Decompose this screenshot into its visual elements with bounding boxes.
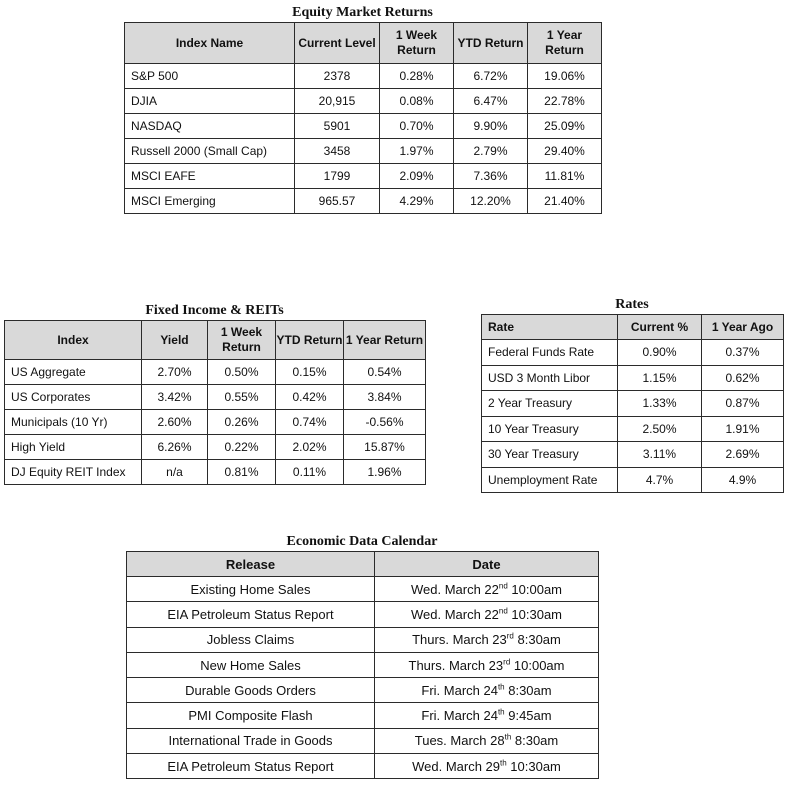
equity-col-1-year-return: 1 Year Return	[528, 23, 602, 64]
fixed-col-index: Index	[5, 321, 142, 360]
table-cell: 2.69%	[702, 442, 784, 468]
fixed-col-1-year-return: 1 Year Return	[344, 321, 426, 360]
date-text: Wed. March 22	[410, 581, 499, 597]
table-cell: 0.26%	[208, 410, 276, 435]
rates-col-rate: Rate	[482, 315, 618, 340]
table-cell: US Corporates	[5, 385, 142, 410]
table-cell: n/a	[142, 460, 208, 485]
table-cell: 12.20%	[454, 189, 528, 214]
fixed-income-section	[4, 302, 425, 485]
table-cell: 3458	[295, 139, 380, 164]
release-cell: Existing Home Sales	[127, 577, 375, 602]
table-cell: 2.02%	[276, 435, 344, 460]
table-cell: DJ Equity REIT Index	[5, 460, 142, 485]
date-time: 10:30am	[506, 758, 561, 774]
table-cell: 20,915	[295, 89, 380, 114]
table-row	[127, 652, 599, 677]
table-cell: 6.26%	[142, 435, 208, 460]
table-cell: -0.56%	[344, 410, 426, 435]
table-cell: 4.9%	[702, 467, 784, 493]
table-cell: 2.09%	[380, 164, 454, 189]
table-cell: 1.15%	[618, 365, 702, 391]
table-row	[125, 89, 602, 114]
table-cell: DJIA	[125, 89, 295, 114]
table-cell: 6.72%	[454, 64, 528, 89]
calendar-table-title: Economic Data Calendar	[286, 534, 438, 549]
calendar-table	[126, 551, 599, 779]
date-ordinal: rd	[506, 631, 514, 641]
equity-table	[124, 22, 602, 214]
date-ordinal: th	[504, 733, 512, 743]
table-cell: S&P 500	[125, 64, 295, 89]
date-ordinal: th	[500, 758, 507, 768]
date-text: Fri. March 24	[421, 708, 498, 724]
table-cell: 4.29%	[380, 189, 454, 214]
release-cell: New Home Sales	[127, 652, 375, 677]
equity-market-returns-section	[124, 4, 601, 214]
table-cell: 0.74%	[276, 410, 344, 435]
fixed-col-yield: Yield	[142, 321, 208, 360]
date-text: Wed. March 29	[412, 758, 501, 774]
date-cell	[375, 678, 599, 703]
table-cell: 2378	[295, 64, 380, 89]
table-cell: 30 Year Treasury	[482, 442, 618, 468]
economic-calendar-section	[126, 533, 598, 779]
date-cell	[375, 577, 599, 602]
table-cell: Russell 2000 (Small Cap)	[125, 139, 295, 164]
date-time: 8:30am	[504, 682, 552, 698]
equity-table-title: Equity Market Returns	[292, 5, 433, 20]
rates-col-1-year-ago: 1 Year Ago	[702, 315, 784, 340]
table-cell: Unemployment Rate	[482, 467, 618, 493]
table-cell: 3.84%	[344, 385, 426, 410]
table-cell: 2.79%	[454, 139, 528, 164]
table-cell: 5901	[295, 114, 380, 139]
table-cell: 1.91%	[702, 416, 784, 442]
table-cell: 29.40%	[528, 139, 602, 164]
table-cell: 3.11%	[618, 442, 702, 468]
table-cell: MSCI Emerging	[125, 189, 295, 214]
table-cell: 11.81%	[528, 164, 602, 189]
calendar-col-date: Date	[375, 552, 599, 577]
table-row	[482, 467, 784, 493]
date-time: 10:00am	[507, 581, 563, 597]
table-cell: 2 Year Treasury	[482, 391, 618, 417]
table-row	[482, 365, 784, 391]
date-time: 8:30am	[513, 632, 561, 648]
equity-col-1-week-return: 1 Week Return	[380, 23, 454, 64]
date-text: Tues. March 28	[414, 733, 505, 749]
date-ordinal: th	[497, 707, 505, 717]
table-row	[5, 435, 426, 460]
table-cell: 0.55%	[208, 385, 276, 410]
table-row	[127, 754, 599, 779]
date-text: Fri. March 24	[421, 682, 498, 698]
table-row	[5, 385, 426, 410]
date-ordinal: nd	[498, 606, 508, 616]
table-cell: 0.42%	[276, 385, 344, 410]
table-cell: USD 3 Month Libor	[482, 365, 618, 391]
calendar-header-row	[127, 552, 599, 577]
table-cell: 0.62%	[702, 365, 784, 391]
table-row	[482, 391, 784, 417]
date-text: Wed. March 22	[410, 606, 499, 622]
table-row	[482, 442, 784, 468]
table-cell: 1799	[295, 164, 380, 189]
table-cell: 0.50%	[208, 360, 276, 385]
table-cell: 10 Year Treasury	[482, 416, 618, 442]
date-ordinal: th	[497, 682, 505, 692]
table-row	[5, 410, 426, 435]
table-row	[127, 678, 599, 703]
date-time: 8:30am	[511, 733, 559, 749]
table-cell: 15.87%	[344, 435, 426, 460]
date-ordinal: rd	[503, 657, 511, 667]
fixed-income-header-row	[5, 321, 426, 360]
table-row	[482, 416, 784, 442]
table-row	[5, 360, 426, 385]
table-cell: 22.78%	[528, 89, 602, 114]
table-cell: 3.42%	[142, 385, 208, 410]
release-cell: Jobless Claims	[127, 627, 375, 652]
date-cell	[375, 703, 599, 728]
table-row	[125, 139, 602, 164]
equity-col-ytd-return: YTD Return	[454, 23, 528, 64]
table-row	[127, 577, 599, 602]
date-cell	[375, 652, 599, 677]
rates-table-title: Rates	[615, 297, 649, 312]
table-row	[482, 340, 784, 366]
table-row	[125, 164, 602, 189]
table-cell: Municipals (10 Yr)	[5, 410, 142, 435]
rates-section	[481, 296, 783, 493]
date-cell	[375, 728, 599, 753]
table-row	[127, 602, 599, 627]
table-row	[127, 627, 599, 652]
table-cell: 7.36%	[454, 164, 528, 189]
table-cell: 0.22%	[208, 435, 276, 460]
table-cell: Federal Funds Rate	[482, 340, 618, 366]
rates-table	[481, 314, 784, 493]
table-row	[127, 703, 599, 728]
table-cell: 21.40%	[528, 189, 602, 214]
table-cell: 0.81%	[208, 460, 276, 485]
date-ordinal: nd	[498, 581, 508, 591]
release-cell: International Trade in Goods	[127, 728, 375, 753]
table-cell: US Aggregate	[5, 360, 142, 385]
date-cell	[375, 754, 599, 779]
table-cell: 19.06%	[528, 64, 602, 89]
table-cell: 2.60%	[142, 410, 208, 435]
calendar-col-release: Release	[127, 552, 375, 577]
date-cell	[375, 602, 599, 627]
table-cell: NASDAQ	[125, 114, 295, 139]
fixed-income-table-title: Fixed Income & REITs	[145, 303, 284, 318]
table-row	[125, 189, 602, 214]
fixed-income-table	[4, 320, 426, 485]
table-cell: 4.7%	[618, 467, 702, 493]
rates-col-current: Current %	[618, 315, 702, 340]
table-cell: 2.70%	[142, 360, 208, 385]
date-time: 10:00am	[510, 657, 565, 673]
table-cell: 6.47%	[454, 89, 528, 114]
equity-col-index-name: Index Name	[125, 23, 295, 64]
table-row	[127, 728, 599, 753]
date-cell	[375, 627, 599, 652]
release-cell: EIA Petroleum Status Report	[127, 602, 375, 627]
table-cell: 25.09%	[528, 114, 602, 139]
date-time: 10:30am	[507, 606, 563, 622]
table-cell: High Yield	[5, 435, 142, 460]
table-cell: 1.96%	[344, 460, 426, 485]
table-row	[125, 64, 602, 89]
table-cell: 9.90%	[454, 114, 528, 139]
table-row	[5, 460, 426, 485]
table-cell: 0.54%	[344, 360, 426, 385]
fixed-col-1-week-return: 1 Week Return	[208, 321, 276, 360]
table-cell: 965.57	[295, 189, 380, 214]
table-cell: 0.15%	[276, 360, 344, 385]
date-text: Thurs. March 23	[412, 632, 507, 648]
table-cell: 0.08%	[380, 89, 454, 114]
table-cell: 0.70%	[380, 114, 454, 139]
fixed-col-ytd-return: YTD Return	[276, 321, 344, 360]
date-time: 9:45am	[504, 708, 552, 724]
rates-header-row	[482, 315, 784, 340]
table-cell: 0.87%	[702, 391, 784, 417]
table-cell: MSCI EAFE	[125, 164, 295, 189]
table-cell: 1.97%	[380, 139, 454, 164]
table-cell: 0.11%	[276, 460, 344, 485]
table-cell: 0.37%	[702, 340, 784, 366]
table-cell: 1.33%	[618, 391, 702, 417]
table-cell: 0.28%	[380, 64, 454, 89]
release-cell: EIA Petroleum Status Report	[127, 754, 375, 779]
equity-col-current-level: Current Level	[295, 23, 380, 64]
table-cell: 0.90%	[618, 340, 702, 366]
table-row	[125, 114, 602, 139]
release-cell: PMI Composite Flash	[127, 703, 375, 728]
table-cell: 2.50%	[618, 416, 702, 442]
release-cell: Durable Goods Orders	[127, 678, 375, 703]
date-text: Thurs. March 23	[408, 657, 504, 673]
equity-header-row	[125, 23, 602, 64]
